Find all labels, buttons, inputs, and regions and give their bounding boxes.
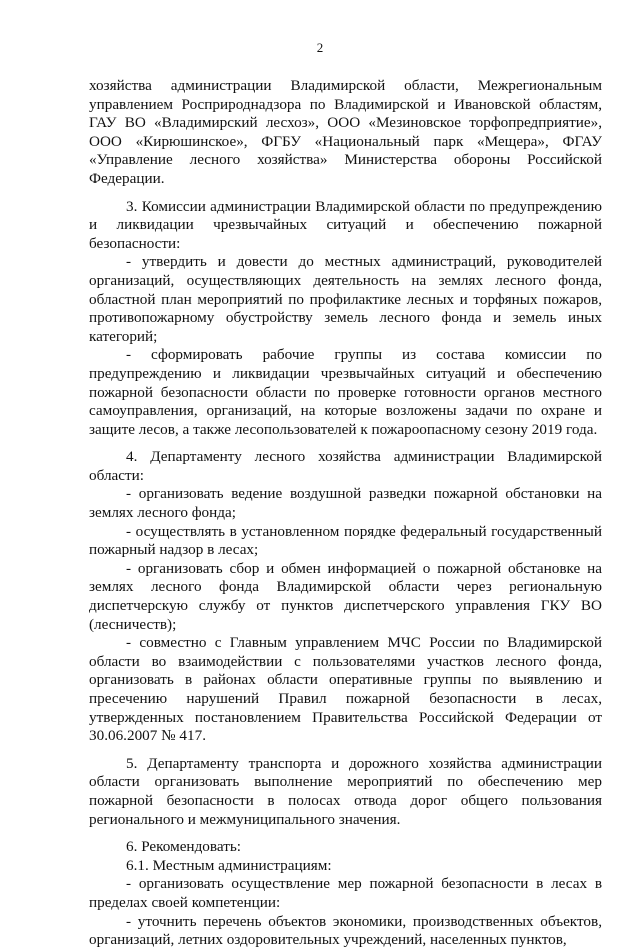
- paragraph-item-3-bullet-2: - сформировать рабочие группы из состава комиссии по предупреждению и ликвидации чрезвычайных ситуаций и обеспечению пожарной безопасности области по проверке готовности органов местного самоуправления, организаций, на которые возложены задачи по охране и защите лесов, а также лесопользователей к пожароопасному сезону 2019 года.: [89, 346, 602, 438]
- document-body: [89, 77, 602, 950]
- paragraph-item-4-bullet-2: - осуществлять в установленном порядке федеральный государственный пожарный надзор в лесах;: [89, 522, 602, 559]
- page-number: 2: [316, 40, 324, 55]
- paragraph-item-6-1-bullet-2: - уточнить перечень объектов экономики, производственных объектов, организаций, летних оздоровительных учреждений, населенных пунктов,: [89, 912, 602, 949]
- paragraph-continuation: хозяйства администрации Владимирской области, Межрегиональным управлением Росприроднадзора по Владимирской и Ивановской областям, ГАУ ВО «Владимирский лесхоз», ООО «Мезиновское торфопредприятие», ООО «Кирюшинское», ФГБУ «Национальный парк «Мещера», ФГАУ «Управление лесного хозяйства» Министерства обороны Российской Федерации.: [89, 77, 602, 187]
- paragraph-item-3-bullet-1: - утвердить и довести до местных администраций, руководителей организаций, осуществляющих деятельность на землях лесного фонда, областной план мероприятий по профилактике лесных и торфяных пожаров, противопожарному обустройству земель лесного фонда и земель иных категорий;: [89, 253, 602, 345]
- paragraph-item-3: 3. Комиссии администрации Владимирской области по предупреждению и ликвидации чрезвычайных ситуаций и обеспечению пожарной безопасности:: [89, 197, 602, 252]
- paragraph-item-4-bullet-3: - организовать сбор и обмен информацией о пожарной обстановке на землях лесного фонда Владимирской области через региональную диспетчерскую службу от пунктов диспетчерского управления ГКУ ВО (лесничеств);: [89, 559, 602, 633]
- paragraph-item-6-1: 6.1. Местным администрациям:: [126, 856, 332, 874]
- paragraph-item-4-bullet-1: - организовать ведение воздушной разведки пожарной обстановки на землях лесного фонда;: [89, 485, 602, 522]
- paragraph-item-6: 6. Рекомендовать:: [126, 838, 241, 856]
- paragraph-item-4-bullet-4: - совместно с Главным управлением МЧС России по Владимирской области во взаимодействии с пользователями участков лесного фонда, организовать в районах области оперативные группы по выявлению и пресечению нарушений Правил пожарной безопасности в лесах, утвержденных постановлением Правительства Российской Федерации от 30.06.2007 № 417.: [89, 634, 602, 745]
- paragraph-item-4: 4. Департаменту лесного хозяйства администрации Владимирской области:: [89, 448, 602, 484]
- paragraph-item-5: 5. Департаменту транспорта и дорожного хозяйства администрации области организовать выполнение мероприятий по обеспечению мер пожарной безопасности в полосах отвода дорог общего пользования регионального и межмуниципального значения.: [89, 754, 602, 828]
- paragraph-item-6-1-bullet-1: - организовать осуществление мер пожарной безопасности в лесах в пределах своей компетенции:: [89, 875, 602, 911]
